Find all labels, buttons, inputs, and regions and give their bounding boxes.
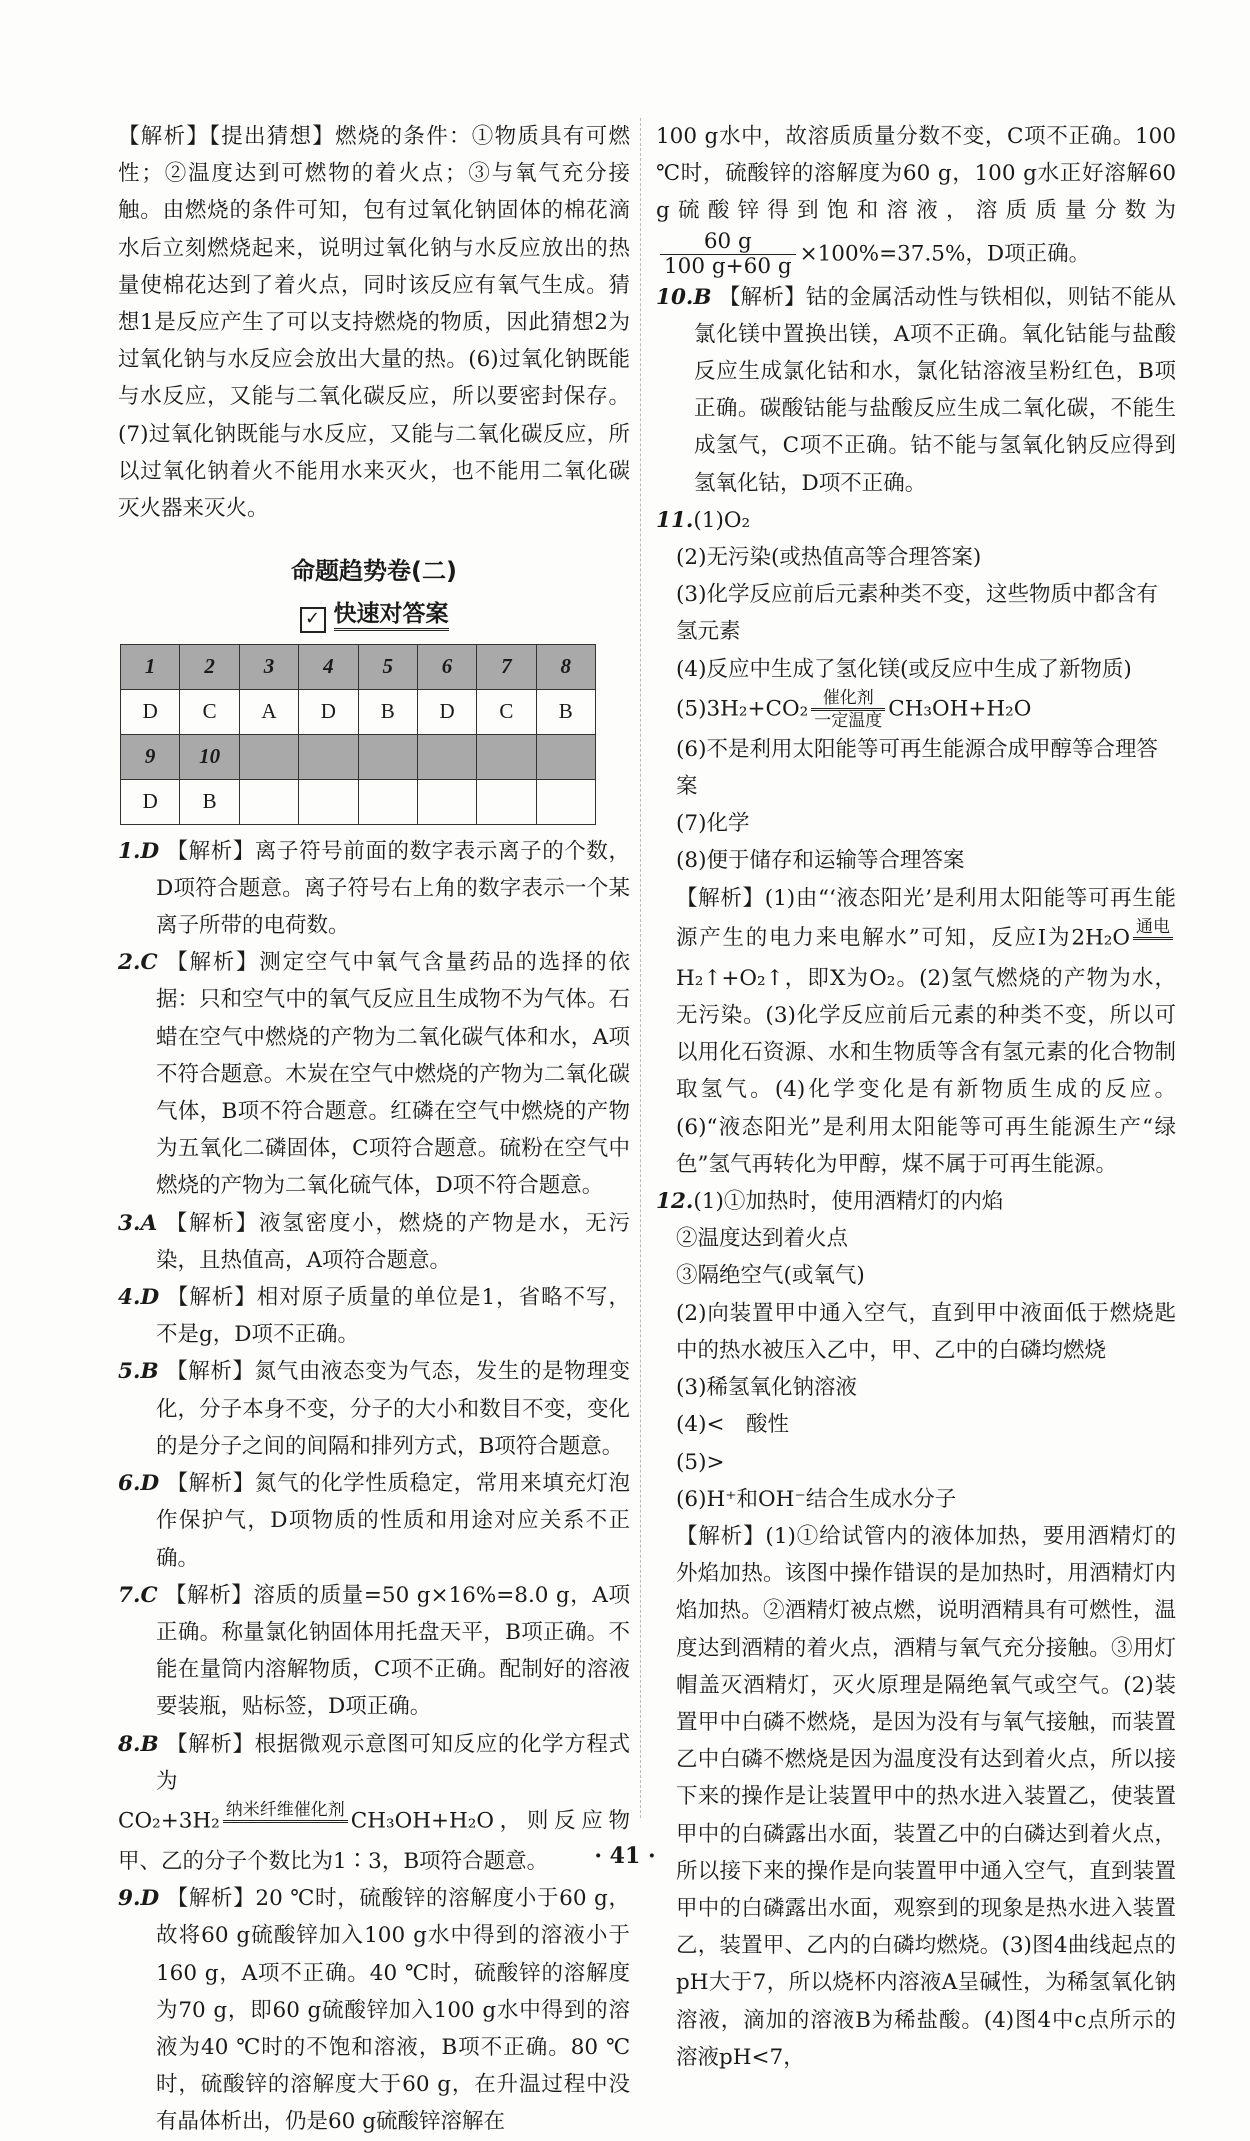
answer-item-8 <box>118 1726 630 1800</box>
condition-catalyst: 催化剂 <box>811 688 885 711</box>
table-cell: B <box>358 689 417 734</box>
item-text: 【解析】相对原子质量的单位是1，省略不写，不是g，D项不正确。 <box>156 1285 630 1348</box>
item-number: 4.D <box>118 1285 160 1311</box>
table-cell: A <box>239 689 298 734</box>
answer-item-1 <box>118 833 630 945</box>
sub-answer: (1)O₂ <box>693 507 751 533</box>
answer-table-row-2 <box>121 779 596 824</box>
table-cell <box>299 779 358 824</box>
item-9-continued <box>656 118 1176 279</box>
table-cell: B <box>180 779 239 824</box>
table-cell: 2 <box>180 644 239 689</box>
answer-item-12-first <box>656 1183 1176 1220</box>
reaction-condition <box>1133 917 1173 960</box>
condition-catalyst: 纳米纤维催化剂 <box>223 1800 348 1823</box>
section-title: 命题趋势卷(二) <box>291 557 457 586</box>
table-cell <box>239 734 298 779</box>
sub-answer: (2)无污染(或热值高等合理答案) <box>676 545 982 571</box>
item-text: ×100%=37.5%，D项正确。 <box>799 241 1091 267</box>
sub-answer: (1)①加热时，使用酒精灯的内焰 <box>693 1189 1004 1215</box>
table-cell: D <box>121 689 180 734</box>
table-cell: B <box>536 689 595 734</box>
answer-item-7 <box>118 1577 630 1726</box>
item-number: 1.D <box>118 838 160 864</box>
fraction <box>660 230 796 279</box>
answer-table-row-1 <box>121 689 596 734</box>
table-cell <box>417 779 476 824</box>
table-cell <box>417 734 476 779</box>
answer-item-2 <box>118 944 630 1204</box>
item-text: 【解析】离子符号前面的数字表示离子的个数，D项符合题意。离子符号右上角的数字表示一个某离子所带的电荷数。 <box>156 838 630 939</box>
sub-answer: (8)便于储存和运输等合理答案 <box>676 848 965 874</box>
table-cell: C <box>477 689 536 734</box>
item-text: 【解析】测定空气中氧气含量药品的选择的依据：只和空气中的氧气反应且生成物不为气体。石蜡在空气中燃烧的产物为二氧化碳气体和水，A项不符合题意。木炭在空气中燃烧的产物为二氧化碳气体，B项不符合题意。红磷在空气中燃烧的产物为五氧化二磷固体，C项符合题意。硫粉在空气中燃烧的产物为二氧化硫气体，D项不符合题意。 <box>156 950 630 1199</box>
answer-item-10 <box>656 279 1176 502</box>
sub-answer: (4)< 酸性 <box>676 1412 789 1438</box>
table-cell: 8 <box>536 644 595 689</box>
sub-answer: (6)H⁺和OH⁻结合生成水分子 <box>676 1486 957 1512</box>
sub-answer: (4)反应中生成了氢化镁(或反应中生成了新物质) <box>676 656 1132 682</box>
item-number: 7.C <box>118 1582 158 1608</box>
answer-table-header-row-1 <box>121 644 596 689</box>
item-11-explanation <box>656 880 1176 1183</box>
table-cell <box>477 734 536 779</box>
answer-item-5 <box>118 1353 630 1465</box>
quick-answer-title: 快速对答案 <box>334 601 449 631</box>
item-number: 9.D <box>118 1886 160 1912</box>
item-text: 【解析】根据微观示意图可知反应的化学方程式为 <box>156 1731 630 1794</box>
table-cell <box>358 779 417 824</box>
answer-table <box>120 644 596 825</box>
quick-answer-heading <box>118 596 630 633</box>
item-number: 2.C <box>118 950 158 976</box>
item-text: H₂↑+O₂↑，即X为O₂。(2)氢气燃烧的产物为水，无污染。(3)化学反应前后元素的种类不变，所以可以用化石资源、水和生物质等含有氢元素的化合物制取氢气。(4)化学变化是有新物质生成的反应。(6)“液态阳光”是利用太阳能等可再生能源生产“绿色”氢气再转化为甲醇，煤不属于可再生能源。 <box>676 965 1176 1177</box>
item-number: 12. <box>656 1189 694 1215</box>
answer-item-3 <box>118 1205 630 1279</box>
item-text: 100 g水中，故溶质质量分数不变，C项不正确。100 ℃时，硫酸锌的溶解度为60 g，100 g水正好溶解60 g硫酸锌得到饱和溶液，溶质质量分数为 <box>656 124 1176 224</box>
item-text: 【解析】溶质的质量=50 g×16%=8.0 g，A项正确。称量氯化钠固体用托盘天平，B项正确。不能在量筒内溶解物质，C项不正确。配制好的溶液要装瓶，贴标签，D项正确。 <box>156 1582 630 1720</box>
table-cell <box>536 734 595 779</box>
page-number: · 41 · <box>594 1843 656 1869</box>
table-cell: 5 <box>358 644 417 689</box>
table-cell <box>299 734 358 779</box>
item-text: 【解析】(1)由“‘液态阳光’是利用太阳能等可再生能源产生的电力来电解水”可知，反应Ⅰ为2H₂O <box>676 885 1176 951</box>
answer-item-4 <box>118 1279 630 1353</box>
intro-paragraph: 【解析】【提出猜想】燃烧的条件：①物质具有可燃性；②温度达到可燃物的着火点；③与氧气充分接触。由燃烧的条件可知，包有过氧化钠固体的棉花滴水后立刻燃烧起来，说明过氧化钠与水反应放出的热量使棉花达到了着火点，同时该反应有氧气生成。猜想1是反应产生了可以支持燃烧的物质，因此猜想2为过氧化钠与水反应会放出大量的热。(6)过氧化钠既能与水反应，又能与二氧化碳反应，所以要密封保存。(7)过氧化钠既能与水反应，又能与二氧化碳反应，所以过氧化钠着火不能用水来灭火，也不能用二氧化碳灭火器来灭火。 <box>118 124 630 522</box>
item-number: 10.B <box>656 284 712 310</box>
sub-answer: ③隔绝空气(或氧气) <box>676 1263 865 1289</box>
column-divider <box>640 118 641 1818</box>
answer-item-9 <box>118 1880 630 2140</box>
table-cell: D <box>417 689 476 734</box>
equation-products: CH₃OH+H₂O <box>888 696 1032 722</box>
sub-answer: (3)化学反应前后元素种类不变，这些物质中都含有氢元素 <box>676 582 1158 645</box>
table-cell <box>536 779 595 824</box>
table-cell <box>239 779 298 824</box>
sub-answer: (6)不是利用太阳能等可再生能源合成甲醇等合理答案 <box>676 736 1158 800</box>
item-text: 【解析】液氢密度小，燃烧的产物是水，无污染，且热值高，A项符合题意。 <box>156 1210 630 1273</box>
table-cell: 4 <box>299 644 358 689</box>
table-cell <box>358 734 417 779</box>
table-cell: 3 <box>239 644 298 689</box>
item-text: 【解析】20 ℃时，硫酸锌的溶解度小于60 g，故将60 g硫酸锌加入100 g水中得到的溶液小于160 g，A项不正确。40 ℃时，硫酸锌的溶解度为70 g，即60 g硫酸锌加入100 g水中得到的溶液为40 ℃时的不饱和溶液，B项不正确。80 ℃时，硫酸锌的溶解度大于60 g，在升温过程中没有晶体析出，仍是60 g硫酸锌溶解在 <box>156 1886 630 2135</box>
sub-answer: (7)化学 <box>676 811 750 837</box>
answer-item-11-first <box>656 502 1176 539</box>
sub-answer: (3)稀氢氧化钠溶液 <box>676 1375 857 1401</box>
equation-reactants: CO₂+3H₂ <box>118 1808 220 1834</box>
equation-reactants: (5)3H₂+CO₂ <box>676 696 809 722</box>
right-column <box>656 118 1176 2076</box>
item-12-explanation: 【解析】(1)①给试管内的液体加热，要用酒精灯的外焰加热。该图中操作错误的是加热时，用酒精灯内焰加热。②酒精灯被点燃，说明酒精具有可燃性，温度达到酒精的着火点，酒精与氧气充分接触。③用灯帽盖灭酒精灯，灭火原理是隔绝氧气或空气。(2)装置甲中白磷不燃烧，是因为没有与氧气接触，而装置乙中白磷不燃烧是因为温度没有达到着火点，所以接下来的操作是让装置甲中的热水进入装置乙，使装置甲中的白磷露出水面，装置乙中的白磷达到着火点，所以接下来的操作是向装置甲中通入空气，直到装置甲中的白磷露出水面，观察到的现象是热水进入装置乙，装置甲、乙内的白磷均燃烧。(3)图4曲线起点的pH大于7，所以烧杯内溶液A呈碱性，为稀氢氧化钠溶液，滴加的溶液B为稀盐酸。(4)图4中c点所示的溶液pH<7， <box>676 1523 1176 2070</box>
item-number: 11. <box>656 507 694 533</box>
fraction-numerator: 60 g <box>660 230 796 255</box>
item-text: 【解析】钴的金属活动性与铁相似，则钴不能从氯化镁中置换出镁，A项不正确。氧化钴能与盐酸反应生成氯化钴和水，氯化钴溶液呈粉红色，B项正确。碳酸钴能与盐酸反应生成二氧化碳，不能生成氢气，C项不正确。钴不能与氢氧化钠反应得到氢氧化钴，D项不正确。 <box>694 284 1176 496</box>
table-cell: 10 <box>180 734 239 779</box>
fraction-denominator: 100 g+60 g <box>664 253 792 279</box>
check-box-icon: ✓ <box>300 607 326 633</box>
sub-answer: ②温度达到着火点 <box>676 1226 849 1252</box>
item-text: 【解析】氮气的化学性质稳定，常用来填充灯泡作保护气，D项物质的性质和用途对应关系不正确。 <box>156 1471 630 1571</box>
table-cell: D <box>121 779 180 824</box>
table-cell: C <box>180 689 239 734</box>
answer-table-header-row-2 <box>121 734 596 779</box>
item-11-equation <box>656 688 1176 731</box>
table-cell: 7 <box>477 644 536 689</box>
sub-answer: (5)> <box>676 1449 725 1475</box>
table-cell <box>477 779 536 824</box>
condition-electrolysis: 通电 <box>1133 917 1173 940</box>
item-text: 【解析】氮气由液态变为气态，发生的是物理变化，分子本身不变，分子的大小和数目不变，变化的是分子之间的间隔和排列方式，B项符合题意。 <box>156 1359 630 1459</box>
item-number: 6.D <box>118 1471 160 1497</box>
table-cell: 1 <box>121 644 180 689</box>
table-cell: 9 <box>121 734 180 779</box>
table-cell: 6 <box>417 644 476 689</box>
left-column <box>118 118 630 2141</box>
answer-item-6 <box>118 1465 630 1577</box>
item-number: 3.A <box>118 1210 158 1236</box>
table-cell: D <box>299 689 358 734</box>
condition-temperature: 一定温度 <box>814 710 883 731</box>
sub-answer: (2)向装置甲中通入空气，直到甲中液面低于燃烧匙中的热水被压入乙中，甲、乙中的白磷均燃烧 <box>676 1300 1176 1363</box>
equation-products: CH₃OH+H₂O，则反应物甲、乙的分子个数比为1∶3，B项符合题意。 <box>118 1808 630 1874</box>
item-number: 8.B <box>118 1731 159 1757</box>
item-number: 5.B <box>118 1359 159 1385</box>
reaction-condition <box>223 1800 348 1843</box>
reaction-condition <box>811 688 885 731</box>
